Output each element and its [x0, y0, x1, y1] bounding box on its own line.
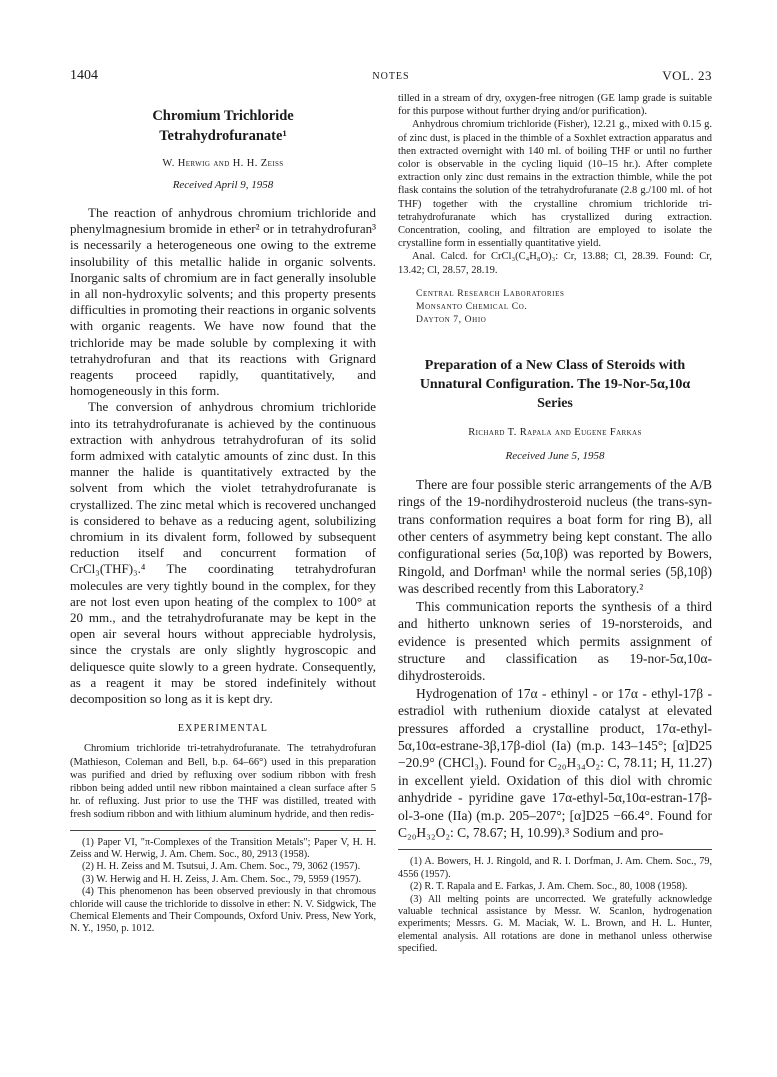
footnote: (2) H. H. Zeiss and M. Tsutsui, J. Am. Chem. Soc., 79, 3062 (1957). [82, 861, 361, 873]
right-column [398, 92, 712, 956]
footnote: (3) All melting points are uncorrected. We gratefully acknowledge valuable technical assistance by Messr. W. Scanlon, hydrogenation experiments; Messrs. G. M. Maciak, W. L. Brown, and H. L. Hunter, elemental analysis. All rotations are done in methanol unless otherwise specified. [398, 893, 712, 955]
footnote: (1) Paper VI, "π-Complexes of the Transition Metals"; Paper V, H. H. Zeiss and W. Herwig, J. Am. Chem. Soc., 80, 2913 (1958). [70, 836, 376, 860]
article1-title [70, 106, 376, 146]
article1-title-line1: Chromium Trichloride [152, 108, 294, 124]
left-column [70, 92, 376, 936]
article2-paragraph: Hydrogenation of 17α - ethinyl - or 17α - ethyl-17β - estradiol with ruthenium dioxide catalyst at elevated pressures afforded a crystalline product, 17α-ethyl-5α,10α-estrane-3β,17β-diol (Ia) (m.p. 143–145°; [α]D25 −20.9° (CHCl₃). Found for C₂₀H₃₄O₂: C, 78.11; H, 11.27) in excellent yield. Oxidation of this diol with chromic anhydride - pyridine gave 17α-ethyl-5α,10α-estran-17β-ol-3-one (IIa) (m.p. 205–207°; [α]D25 −66.4°. Found for C₂₀H₃₂O₂: C, 78.67; H, 10.99).³ Sodium and pro- [398, 685, 712, 840]
article2-title-line3: Series [537, 395, 573, 411]
footnote: (1) A. Bowers, H. J. Ringold, and R. I. Dorfman, J. Am. Chem. Soc., 79, 4556 (1957). [398, 856, 712, 880]
footnote: (2) R. T. Rapala and E. Farkas, J. Am. Chem. Soc., 80, 1008 (1958). [410, 881, 688, 893]
article2-paragraph: This communication reports the synthesis of a third and hitherto unknown series of 19-norsteroids, and evidence is presented which permits assignment of structure and classification as 19-nor-5α,10α-dihydrosteroids. [398, 598, 712, 684]
article1-title-line2: Tetrahydrofuranate¹ [159, 128, 287, 144]
address-line: Dayton 7, Ohio [416, 313, 487, 325]
footnote: (3) W. Herwig and H. H. Zeiss, J. Am. Chem. Soc., 79, 5959 (1957). [82, 873, 362, 885]
article2-received: Received June 5, 1958 [505, 449, 605, 462]
experimental-paragraph: Anhydrous chromium trichloride (Fisher), 12.21 g., mixed with 0.15 g. of zinc dust, is placed in the thimble of a Soxhlet extraction apparatus and then extracted overnight with 140 ml. of boiling THF or until no further color is observable in the cycling liquid (10–15 hr.). After complete extraction only zinc dust remains in the extraction thimble, while the pot flask contains the solution of the tetrahydrofuranate (2.8 g./100 ml. of hot THF) together with the crystalline chromium trichloride tri-tetrahydrofuranate which has crystallized during extraction. Concentration, cooling, and filtration are employed to isolate the crystalline form in essentially quantitative yield. [398, 119, 712, 250]
article1-authors: W. Herwig and H. H. Zeiss [162, 158, 284, 169]
article2-title [398, 356, 712, 413]
experimental-heading: EXPERIMENTAL [177, 723, 269, 735]
article2-title-line1: Preparation of a New Class of Steroids with [424, 357, 686, 373]
article2-title-line2: Unnatural Configuration. The 19-Nor-5α,10α [419, 376, 691, 392]
volume-label: VOL. 23 [662, 68, 712, 83]
footnote-divider [398, 849, 712, 850]
footnote: (4) This phenomenon has been observed previously in that chromous chloride will cause the trichloride to dissolve in ether: N. V. Sidgwick, The Chemical Elements and Their Compounds, Oxford Univ. Press, New York, N. Y., 1950, p. 1012. [70, 886, 376, 935]
article1-received: Received April 9, 1958 [172, 179, 274, 191]
footnote-divider [70, 830, 376, 831]
author-address [416, 287, 712, 326]
experimental-paragraph: Chromium trichloride tri-tetrahydrofuranate. The tetrahydrofuran (Mathieson, Coleman and Bell, b.p. 64–66°) used in this preparation was purified and dried by refluxing over sodium ribbon with fresh ribbon being added until new ribbon maintained a clean surface after 5 hr. of refluxing. Just prior to use the THF was distilled, treated with fresh sodium ribbon and with lithium aluminum hydride, and then redis- [70, 743, 376, 821]
article1-paragraph: The conversion of anhydrous chromium trichloride into its tetrahydrofuranate is achieved by the continuous extraction with anhydrous tetrahydrofuran of its solid form admixed with catalytic amounts of zinc dust. In this manner the halide is quantitatively extracted by the solvent from which the violet tetrahydrofuranate is crystallized. The zinc metal which is recovered unchanged is considered to behave as a reducing agent, solubilizing chromium in its divalent form, followed by subsequent reduction itself and concurrent formation of CrCl₃(THF)₃.⁴ The coordinating tetrahydrofuran molecules are very tightly bound in the complex, for they are not lost even upon heating of the complex to 100° at 20 mm., and the tetrahydrofuranate may be kept in the open air several hours without appreciable hydrolysis, since the crystals are only slightly hygroscopic and deliquesce quite slowly to a green hydrate. Consequently, as a reagent it may be stored indefinitely without decomposition so long as it is kept dry. [70, 399, 376, 707]
section-label: NOTES [372, 71, 410, 82]
running-header [70, 68, 712, 90]
page-number: 1404 [70, 68, 98, 83]
article2-paragraph: There are four possible steric arrangements of the A/B rings of the 19-nordihydrosteroid nucleus (the trans-syn-trans conformation requires a boat form for ring B), all other centers of asymmetry being kept constant. The allo configurational series (5α,10β) was reported by Bowers, Ringold, and Dorfman¹ while the normal series (5β,10β) was described recently from this Laboratory.² [398, 476, 712, 597]
analysis-result: Anal. Calcd. for CrCl₃(C₄H₈O)₃: Cr, 13.88; Cl, 28.39. Found: Cr, 13.42; Cl, 28.57, 28.19. [398, 251, 712, 276]
article2-authors: Richard T. Rapala and Eugene Farkas [468, 426, 642, 438]
experimental-continuation: tilled in a stream of dry, oxygen-free nitrogen (GE lamp grade is suitable for this purpose without further drying and/or purification). [398, 93, 712, 118]
address-line: Monsanto Chemical Co. [416, 300, 528, 312]
article1-paragraph: The reaction of anhydrous chromium trichloride and phenylmagnesium bromide in ether² or in tetrahydrofuran³ is necessarily a heterogeneous one owing to the extreme insolubility of this metallic halide in organic solvents. Inorganic salts of chromium are in fact generally insoluble in all non-hydroxylic solvents; and this property presents difficulties in promoting their reactions in organic solvents with organic reagents. We have now found that the trichloride may be made soluble by complexing it with tetrahydrofuran and that its reactions with Grignard reagents proceed rapidly, quantitatively, and homogeneously in this form. [70, 205, 376, 399]
address-line: Central Research Laboratories [416, 287, 565, 299]
